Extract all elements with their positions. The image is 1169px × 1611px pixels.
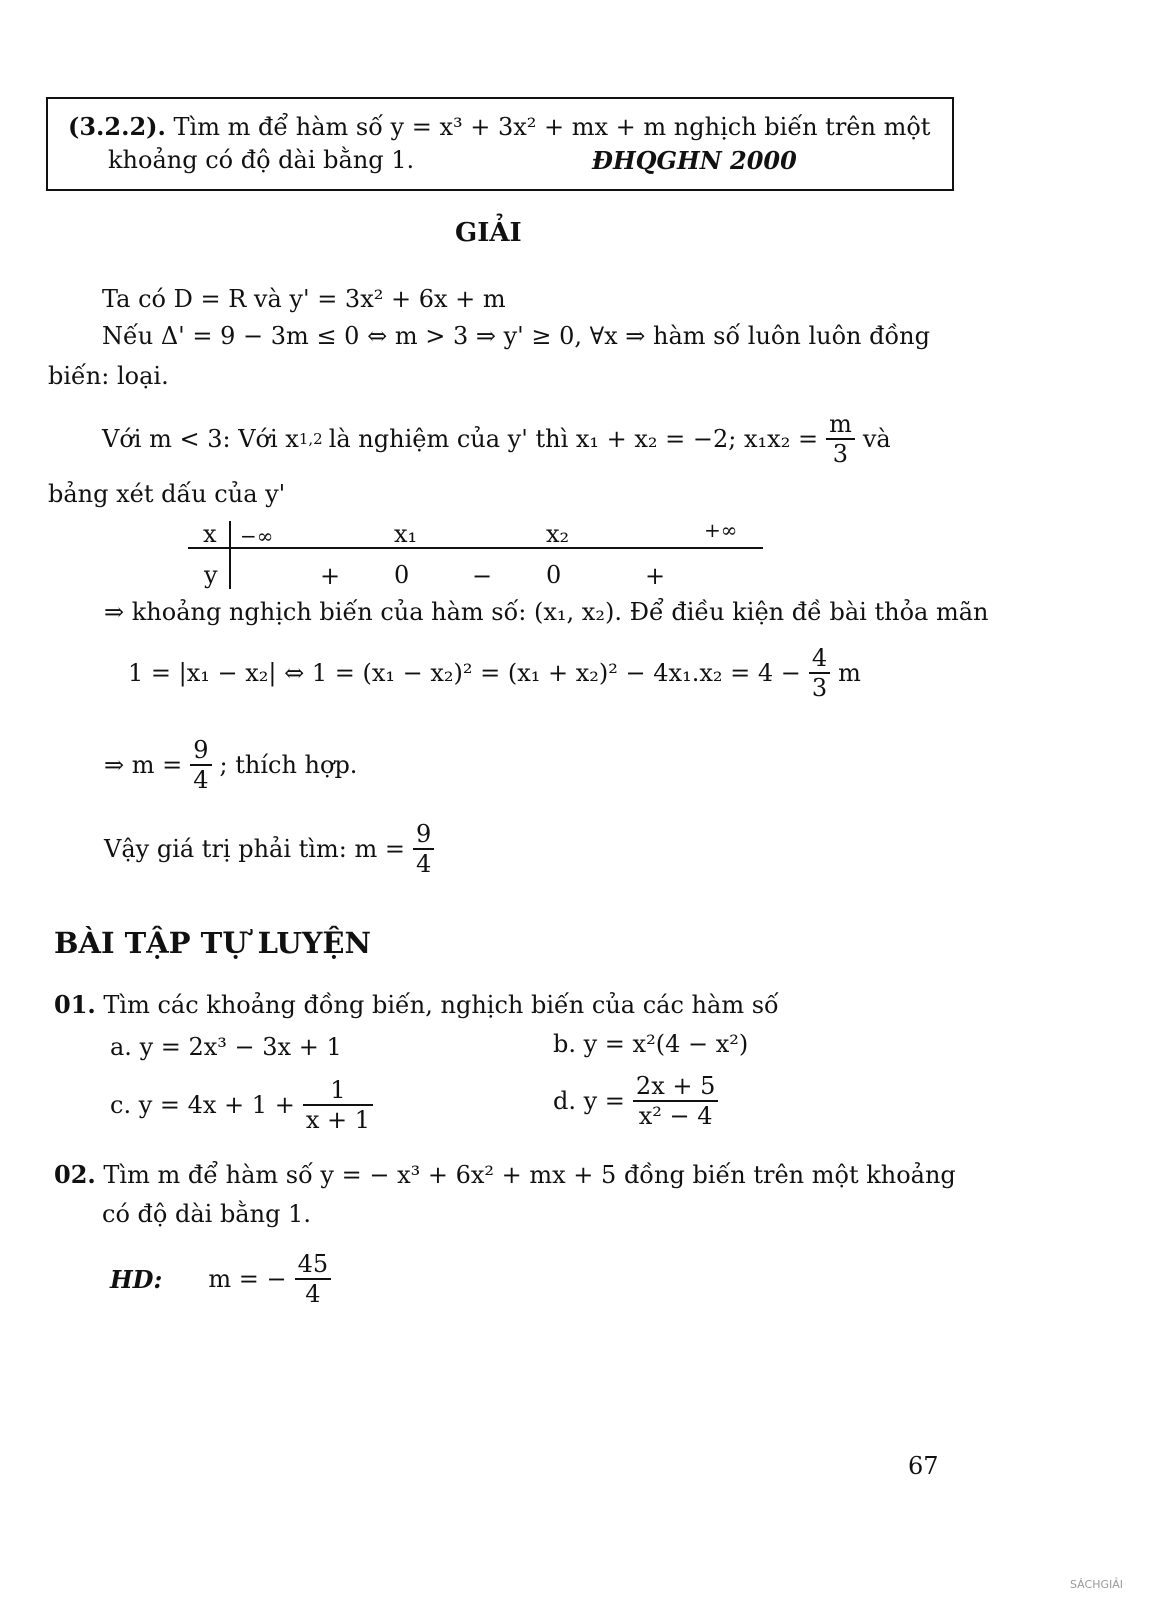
sign-table-x1: x₁ [394,520,418,548]
problem-label: (3.2.2). [68,112,166,141]
vieta-frac-num: m [829,410,852,438]
table-intro: bảng xét dấu của y' [48,480,286,508]
sign-table-x2: x₂ [546,520,570,548]
solution-delta-line-2: biến: loại. [48,362,169,390]
vieta-text-a: Với m < 3: Với x [102,425,299,453]
exercise-1c [110,1078,375,1132]
watermark: SÁCHGIẢI [1070,1578,1124,1591]
exercise-2-text-2: có độ dài bằng 1. [102,1200,311,1228]
sign-table-vline [229,521,231,589]
exercise-2 [54,1160,956,1189]
problem-source: ĐHQGHN 2000 [592,146,797,175]
sign-table-hline [188,547,763,549]
m-text-b: ; thích hợp. [219,751,358,779]
m-fraction [190,738,211,792]
equation-text: 1 = |x₁ − x₂| ⇔ 1 = (x₁ − x₂)² = (x₁ + x₂)² − 4x₁.x₂ = 4 − [128,659,801,687]
problem-line-2 [108,146,414,174]
sign-table-plus-1: + [320,562,341,590]
solution-delta-line: Nếu Δ' = 9 − 3m ≤ 0 ⇔ m > 3 ⇒ y' ≥ 0, ∀x ⇒ hàm số luôn luôn đồng [102,322,930,350]
page-number: 67 [908,1452,939,1480]
exercise-1-number: 01. [54,990,96,1019]
solution-m-line [104,738,357,792]
equation-fraction [809,646,830,700]
exercise-1c-den: x + 1 [305,1106,370,1134]
m-frac-num: 9 [193,736,209,764]
solution-interval-line: ⇒ khoảng nghịch biến của hàm số: (x₁, x₂). Để điều kiện đề bài thỏa mãn [104,598,989,626]
m-text-a: ⇒ m = [104,751,183,779]
hint-fraction [295,1252,332,1306]
hint-text: m = − [208,1265,287,1293]
exercise-1d-fraction [633,1074,718,1128]
hint-frac-den: 4 [305,1280,321,1308]
exercise-1d-den: x² − 4 [638,1102,713,1130]
exercise-1-text: Tìm các khoảng đồng biến, nghịch biến của các hàm số [103,991,779,1019]
answer-frac-num: 9 [415,820,432,848]
sign-table-zero-1: 0 [394,561,410,589]
exercise-2-text: Tìm m để hàm số y = − x³ + 6x² + mx + 5 đồng biến trên một khoảng [103,1161,956,1189]
hint-label: HD: [110,1264,163,1294]
sign-table-pos-inf: +∞ [704,518,738,542]
solution-vieta-line: Với m < 3: Với x 1,2 là nghiệm của y' thì x₁ + x₂ = −2; x₁x₂ = $\frac{m}{3}$ và [102,410,891,468]
equation-tail: m [838,659,861,687]
exercises-heading: BÀI TẬP TỰ LUYỆN [54,926,372,960]
exercise-1c-fraction [303,1078,373,1132]
answer-frac-den: 4 [415,850,432,878]
vieta-fraction [826,412,855,466]
exercise-1c-text: c. y = 4x + 1 + [110,1091,295,1119]
exercise-1d [553,1074,720,1128]
m-frac-den: 4 [193,766,209,794]
answer-fraction [413,822,434,876]
vieta-frac-den: 3 [832,440,849,468]
exercise-1d-text: d. y = [553,1087,625,1115]
sign-table-plus-2: + [645,562,666,590]
exercise-1b: b. y = x²(4 − x²) [553,1030,749,1058]
exercise-1 [54,990,779,1019]
solution-answer-line [104,822,436,876]
problem-statement-2: khoảng có độ dài bằng 1. [108,146,415,174]
sign-table-minus: − [472,562,493,590]
exercise-1a: a. y = 2x³ − 3x + 1 [110,1033,342,1061]
problem-statement: Tìm m để hàm số y = x³ + 3x² + mx + m nghịch biến trên một [173,113,931,141]
vieta-text-c: và [862,425,891,453]
sign-table-y-label: y [204,561,218,589]
exercise-1c-num: 1 [330,1076,346,1104]
exercise-2-number: 02. [54,1160,96,1189]
solution-equation-line [128,646,861,700]
eq-frac-num: 4 [811,644,828,672]
sign-table-x-label: x [203,520,217,548]
exercise-1d-num: 2x + 5 [635,1072,716,1100]
eq-frac-den: 3 [811,674,828,702]
sign-table-zero-2: 0 [546,561,562,589]
exercise-2-hint [110,1252,333,1306]
hint-frac-num: 45 [297,1250,329,1278]
sign-table-neg-inf: −∞ [240,524,274,548]
answer-text: Vậy giá trị phải tìm: m = [104,835,405,863]
solution-heading: GIẢI [455,218,522,248]
solution-domain-line: Ta có D = R và y' = 3x² + 6x + m [102,285,506,313]
problem-line-1 [68,112,930,141]
vieta-text-b: là nghiệm của y' thì x₁ + x₂ = −2; x₁x₂ = [328,425,819,453]
